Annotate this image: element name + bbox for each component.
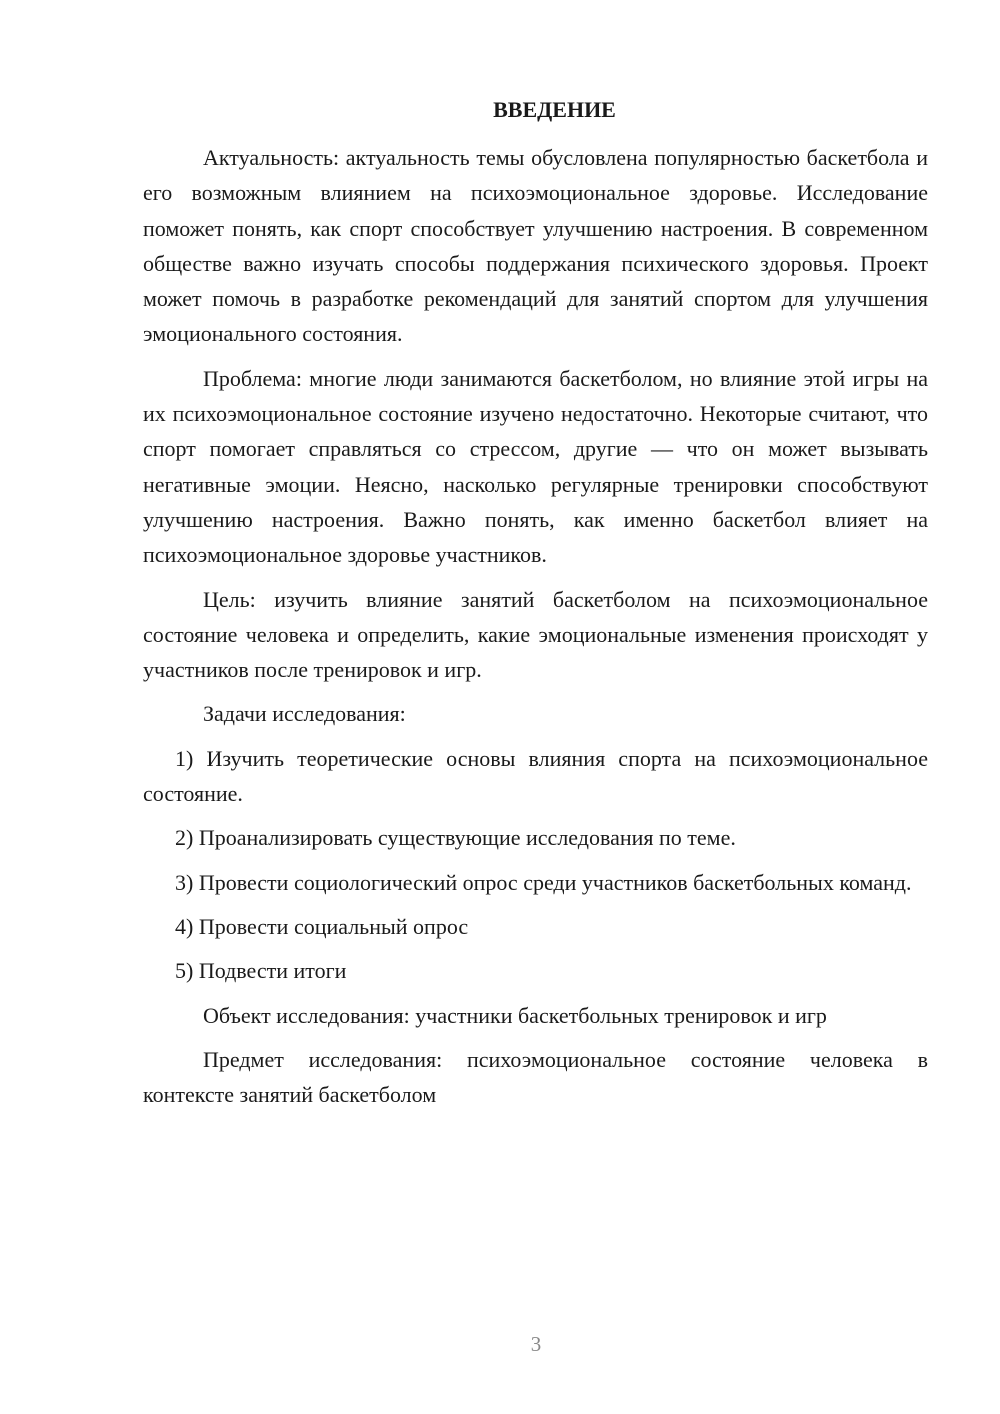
tasks-heading: Задачи исследования: xyxy=(203,701,406,727)
list-item: 1) Изучить теоретические основы влияния спорта на психоэмоциональное состояние. xyxy=(143,745,928,807)
relevance-paragraph: Актуальность: актуальность темы обусловлена популярностью баскетбола и его возможным влиянием на психоэмоциональное здоровье. Исследование поможет понять, как спорт способствует улучшению настроения. В современном обществе важно изучать способы поддержания психического здоровья. Проект может помочь в разработке рекомендаций для занятий спортом для улучшения эмоционального состояния. xyxy=(143,145,928,347)
object-paragraph: Объект исследования: участники баскетбольных тренировок и игр xyxy=(203,1002,827,1028)
tasks-list xyxy=(143,741,928,989)
page-title: ВВЕДЕНИЕ xyxy=(493,97,616,122)
list-item: 4) Провести социальный опрос xyxy=(175,913,469,939)
subject-paragraph: Предмет исследования: психоэмоциональное состояние человека в контексте занятий баскетболом xyxy=(143,1046,928,1108)
problem-paragraph: Проблема: многие люди занимаются баскетболом, но влияние этой игры на их психоэмоциональное состояние изучено недостаточно. Некоторые считают, что спорт помогает справляться со стрессом, другие — что он может вызывать негативные эмоции. Неясно, насколько регулярные тренировки способствуют улучшению настроения. Важно понять, как именно баскетбол влияет на психоэмоциональное здоровье участников. xyxy=(143,365,928,568)
goal-paragraph: Цель: изучить влияние занятий баскетболом на психоэмоциональное состояние человека и определить, какие эмоциональные изменения происходят у участников после тренировок и игр. xyxy=(143,586,928,683)
document-page xyxy=(143,90,928,1121)
list-item: 2) Проанализировать существующие исследования по теме. xyxy=(175,825,736,851)
list-item: 5) Подвести итоги xyxy=(175,958,347,984)
list-item: 3) Провести социологический опрос среди участников баскетбольных команд. xyxy=(175,869,912,895)
page-number: 3 xyxy=(530,1332,542,1356)
